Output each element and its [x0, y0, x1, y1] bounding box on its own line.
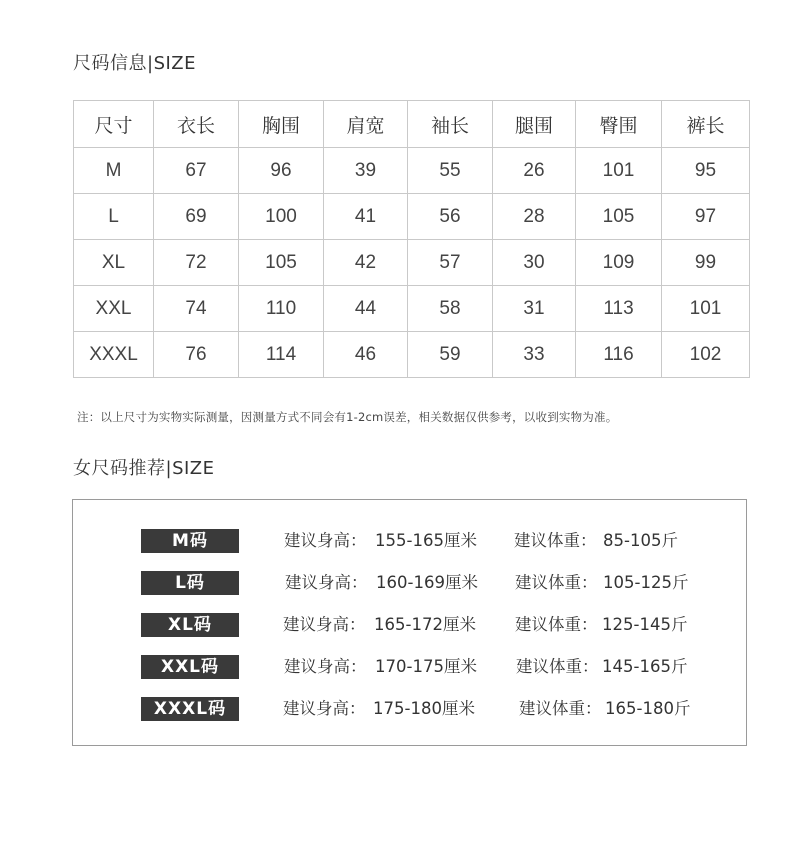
recommend-row: [73, 571, 746, 597]
table-cell: 105: [576, 194, 662, 240]
table-cell: XL: [74, 240, 154, 286]
weight-value: 165-180斤: [605, 699, 691, 718]
height-label: 建议身高：: [284, 531, 367, 550]
header-size: 尺寸: [74, 101, 154, 148]
table-header-row: [74, 101, 750, 148]
table-cell: 55: [408, 148, 493, 194]
measurement-note: 注：以上尺寸为实物实际测量，因测量方式不同会有1-2cm误差，相关数据仅供参考，以收到实物为准。: [77, 410, 618, 424]
header-chest: 胸围: [239, 101, 324, 148]
table-row: [74, 286, 750, 332]
height-value: 165-172厘米: [374, 615, 476, 634]
table-cell: XXXL: [74, 332, 154, 378]
height-value: 155-165厘米: [375, 531, 477, 550]
table-cell: 116: [576, 332, 662, 378]
table-cell: 76: [154, 332, 239, 378]
table-cell: 44: [324, 286, 408, 332]
size-badge: L码: [141, 571, 239, 595]
table-cell: 58: [408, 286, 493, 332]
size-recommend-title: 女尺码推荐|SIZE: [73, 458, 215, 479]
weight-label: 建议体重：: [519, 699, 602, 718]
table-cell: 97: [662, 194, 750, 240]
table-cell: 102: [662, 332, 750, 378]
table-cell: M: [74, 148, 154, 194]
table-cell: 99: [662, 240, 750, 286]
size-badge: XXL码: [141, 655, 239, 679]
table-cell: 57: [408, 240, 493, 286]
table-cell: 26: [493, 148, 576, 194]
table-cell: 114: [239, 332, 324, 378]
table-cell: 33: [493, 332, 576, 378]
size-info-title: 尺码信息|SIZE: [73, 53, 197, 74]
size-table: [73, 100, 750, 378]
size-badge: M码: [141, 529, 239, 553]
size-badge: XL码: [141, 613, 239, 637]
height-label: 建议身高：: [285, 573, 368, 592]
table-cell: 41: [324, 194, 408, 240]
height-value: 175-180厘米: [373, 699, 475, 718]
weight-value: 105-125斤: [603, 573, 689, 592]
recommend-row: [73, 529, 746, 555]
table-cell: XXL: [74, 286, 154, 332]
table-cell: 67: [154, 148, 239, 194]
height-value: 170-175厘米: [375, 657, 477, 676]
size-badge: XXXL码: [141, 697, 239, 721]
recommend-row: [73, 697, 746, 723]
table-cell: 96: [239, 148, 324, 194]
weight-label: 建议体重：: [516, 657, 599, 676]
header-length: 衣长: [154, 101, 239, 148]
header-sleeve: 袖长: [408, 101, 493, 148]
header-hip: 臀围: [576, 101, 662, 148]
weight-label: 建议体重：: [515, 615, 598, 634]
table-cell: 69: [154, 194, 239, 240]
height-label: 建议身高：: [284, 657, 367, 676]
table-cell: 109: [576, 240, 662, 286]
table-cell: 56: [408, 194, 493, 240]
table-cell: 28: [493, 194, 576, 240]
height-label: 建议身高：: [283, 615, 366, 634]
weight-label: 建议体重：: [515, 573, 598, 592]
table-cell: 46: [324, 332, 408, 378]
table-cell: 30: [493, 240, 576, 286]
weight-label: 建议体重：: [514, 531, 597, 550]
table-cell: 101: [576, 148, 662, 194]
weight-value: 85-105斤: [603, 531, 678, 550]
table-row: [74, 148, 750, 194]
weight-value: 145-165斤: [602, 657, 688, 676]
height-label: 建议身高：: [283, 699, 366, 718]
table-cell: 113: [576, 286, 662, 332]
table-cell: 110: [239, 286, 324, 332]
table-cell: 72: [154, 240, 239, 286]
header-pants-length: 裤长: [662, 101, 750, 148]
table-cell: 59: [408, 332, 493, 378]
table-cell: 42: [324, 240, 408, 286]
table-row: [74, 194, 750, 240]
header-thigh: 腿围: [493, 101, 576, 148]
table-row: [74, 332, 750, 378]
table-cell: 31: [493, 286, 576, 332]
table-row: [74, 240, 750, 286]
table-cell: 105: [239, 240, 324, 286]
height-value: 160-169厘米: [376, 573, 478, 592]
table-cell: 39: [324, 148, 408, 194]
recommend-row: [73, 655, 746, 681]
weight-value: 125-145斤: [602, 615, 688, 634]
size-recommend-box: [72, 499, 747, 746]
recommend-row: [73, 613, 746, 639]
table-cell: 74: [154, 286, 239, 332]
header-shoulder: 肩宽: [324, 101, 408, 148]
table-cell: 95: [662, 148, 750, 194]
table-cell: 101: [662, 286, 750, 332]
table-cell: 100: [239, 194, 324, 240]
table-cell: L: [74, 194, 154, 240]
